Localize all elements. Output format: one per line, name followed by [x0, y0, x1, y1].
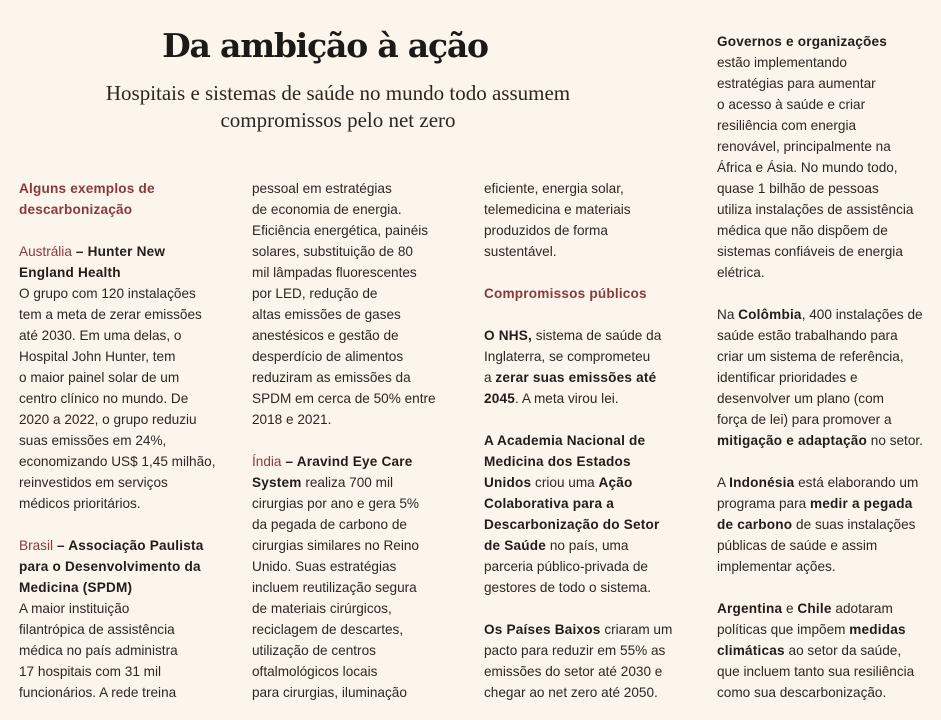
body-line	[717, 472, 923, 493]
body-line	[717, 31, 923, 52]
body-line: mil lâmpadas fluorescentes	[252, 265, 417, 280]
body-line: solares, substituição de 80	[252, 244, 413, 259]
body-line: médicos prioritários.	[19, 496, 141, 511]
body-line	[484, 514, 672, 535]
body-line: pessoal em estratégias	[252, 181, 392, 196]
body-line: filantrópica de assistência	[19, 622, 175, 637]
body-line: estratégias para aumentar	[717, 76, 876, 91]
org-name: Unidos	[484, 475, 532, 490]
highlight-text: Ação	[598, 475, 633, 490]
body-line: saúde estão trabalhando para	[717, 328, 898, 343]
body-text: de suas instalações	[792, 517, 916, 532]
body-text: políticas que impõem	[717, 622, 850, 637]
section-heading-public-commitments: Compromissos públicos	[484, 286, 647, 301]
body-line	[717, 598, 923, 619]
body-line	[484, 388, 672, 409]
body-line: funcionários. A rede treina	[19, 685, 177, 700]
body-text: no país, uma	[546, 538, 629, 553]
highlight-text: medir a pegada	[809, 496, 913, 511]
example-india	[252, 451, 436, 703]
body-text: ao setor da saúde,	[784, 643, 902, 658]
body-line	[717, 304, 923, 325]
commitment-netherlands	[484, 619, 672, 703]
body-line: A maior instituição	[19, 601, 130, 616]
body-line: o maior painel solar de um	[19, 370, 180, 385]
body-line: o acesso à saúde e criar	[717, 97, 866, 112]
dash: –	[53, 538, 69, 553]
body-text: A	[717, 475, 730, 490]
dash: –	[281, 454, 297, 469]
column-3	[484, 178, 672, 703]
body-line: reduziram as emissões da	[252, 370, 411, 385]
body-line: pacto para reduzir em 55% as	[484, 643, 666, 658]
commitment-us-academy	[484, 430, 672, 598]
body-line: elétrica.	[717, 265, 765, 280]
body-line: 2018 e 2021.	[252, 412, 332, 427]
body-line: O grupo com 120 instalações	[19, 286, 196, 301]
body-text: a	[484, 370, 496, 385]
body-line: por LED, redução de	[252, 286, 378, 301]
body-line: de economia de energia.	[252, 202, 402, 217]
org-name: A Academia Nacional de	[484, 433, 646, 448]
body-line	[484, 430, 672, 451]
example-brasil	[19, 535, 215, 703]
body-line	[484, 367, 672, 388]
country-name: Indonésia	[729, 475, 795, 490]
paragraph-colombia	[717, 304, 923, 451]
column-4	[717, 31, 923, 703]
body-text: adotaram	[831, 601, 893, 616]
body-text: no setor.	[867, 433, 923, 448]
highlight-text: 2045	[484, 391, 516, 406]
highlight-text: de Saúde	[484, 538, 547, 553]
body-line: para cirurgias, iluminação	[252, 685, 407, 700]
body-line: criar um sistema de referência,	[717, 349, 904, 364]
body-line: utilização de centros	[252, 643, 376, 658]
body-line	[484, 619, 672, 640]
body-line: África e Ásia. No mundo todo,	[717, 160, 898, 175]
highlight-text: zerar suas emissões até	[495, 370, 657, 385]
body-line: médica no país administra	[19, 643, 178, 658]
body-line	[717, 640, 923, 661]
body-text: criou uma	[531, 475, 599, 490]
section-heading-decarbonization: descarbonização	[19, 202, 133, 217]
body-line: telemedicina e materiais	[484, 202, 631, 217]
body-line: renovável, principalmente na	[717, 139, 891, 154]
body-text: realiza 700 mil	[301, 475, 393, 490]
example-australia	[19, 241, 215, 514]
example-heading	[19, 241, 215, 262]
org-name: Os Países Baixos	[484, 622, 601, 637]
body-line: cirurgias similares no Reino	[252, 538, 419, 553]
body-line: anestésicos e gestão de	[252, 328, 399, 343]
subtitle-line: Hospitais e sistemas de saúde no mundo todo assumem	[105, 81, 571, 105]
body-text: , 400 instalações de	[801, 307, 923, 322]
subtitle-line: compromissos pelo net zero	[220, 108, 456, 132]
body-line: economizando US$ 1,45 milhão,	[19, 454, 216, 469]
dash: –	[71, 244, 88, 259]
example-heading	[19, 262, 215, 283]
body-line	[484, 451, 672, 472]
body-line: até 2030. Em uma delas, o	[19, 328, 182, 343]
body-text: criaram um	[600, 622, 673, 637]
highlight-text: medidas	[849, 622, 906, 637]
body-line: suas emissões em 24%,	[19, 433, 167, 448]
body-line: que incluem tanto sua resiliência	[717, 664, 915, 679]
body-line: altas emissões de gases	[252, 307, 401, 322]
highlight-text: mitigação e adaptação	[717, 433, 868, 448]
commitment-nhs	[484, 325, 672, 409]
highlight-text: de carbono	[717, 517, 793, 532]
country-name: Índia	[252, 454, 282, 469]
section-heading-decarbonization: Alguns exemplos de	[19, 181, 155, 196]
body-line: reciclagem de descartes,	[252, 622, 404, 637]
body-text: programa para	[717, 496, 810, 511]
body-line: públicas de saúde e assim	[717, 538, 878, 553]
body-line	[717, 493, 923, 514]
body-text: e	[782, 601, 798, 616]
body-line: 2020 a 2022, o grupo reduziu	[19, 412, 197, 427]
org-name: Aravind Eye Care	[296, 454, 413, 469]
body-line	[484, 472, 672, 493]
body-line	[484, 325, 672, 346]
org-name: Hunter New	[87, 244, 166, 259]
body-line: tem a meta de zerar emissões	[19, 307, 202, 322]
example-heading	[19, 556, 215, 577]
body-line: SPDM em cerca de 50% entre	[252, 391, 436, 406]
body-line: quase 1 bilhão de pessoas	[717, 181, 879, 196]
body-line: parceria público-privada de	[484, 559, 648, 574]
body-line: Hospital John Hunter, tem	[19, 349, 176, 364]
org-name: O NHS,	[484, 328, 533, 343]
highlight-text: Governos e organizações	[717, 34, 888, 49]
body-line	[717, 514, 923, 535]
highlight-text: Descarbonização do Setor	[484, 517, 660, 532]
org-name: Associação Paulista	[68, 538, 204, 553]
paragraph-governments	[717, 31, 923, 283]
body-line: cirurgias por ano e gera 5%	[252, 496, 419, 511]
body-line: centro clínico no mundo. De	[19, 391, 189, 406]
country-name: Brasil	[19, 538, 53, 553]
example-heading	[19, 577, 215, 598]
column-1	[19, 178, 215, 703]
example-heading	[252, 451, 436, 472]
body-text: Na	[717, 307, 739, 322]
country-name: Argentina	[717, 601, 783, 616]
org-name: England Health	[19, 265, 121, 280]
body-line: da pegada de carbono de	[252, 517, 407, 532]
body-line: estão implementando	[717, 55, 847, 70]
paragraph-indonesia	[717, 472, 923, 577]
body-line: Eficiência energética, painéis	[252, 223, 429, 238]
body-line: identificar prioridades e	[717, 370, 858, 385]
body-line: eficiente, energia solar,	[484, 181, 624, 196]
body-line: chegar ao net zero até 2050.	[484, 685, 658, 700]
body-text: está elaborando um	[794, 475, 919, 490]
page-subtitle	[0, 80, 676, 134]
country-name: Colômbia	[738, 307, 802, 322]
example-heading	[19, 535, 215, 556]
country-name: Austrália	[19, 244, 72, 259]
body-line: de materiais cirúrgicos,	[252, 601, 392, 616]
org-name: Medicina dos Estados	[484, 454, 631, 469]
body-line: 17 hospitais com 31 mil	[19, 664, 162, 679]
body-line	[717, 619, 923, 640]
body-line: desperdício de alimentos	[252, 349, 404, 364]
body-line: sistemas confiáveis de energia	[717, 244, 903, 259]
body-line: desenvolver um plano (com	[717, 391, 884, 406]
body-line: utiliza instalações de assistência	[717, 202, 914, 217]
highlight-text: climáticas	[717, 643, 785, 658]
body-line: sustentável.	[484, 244, 557, 259]
body-line: incluem reutilização segura	[252, 580, 417, 595]
body-line: como sua descarbonização.	[717, 685, 887, 700]
body-line: oftalmológicos locais	[252, 664, 378, 679]
org-name: Medicina (SPDM)	[19, 580, 133, 595]
paragraph-argentina-chile	[717, 598, 923, 703]
column-2	[252, 178, 436, 703]
example-heading	[252, 472, 436, 493]
page-title: Da ambição à ação	[162, 26, 488, 65]
country-name: Chile	[797, 601, 832, 616]
body-line: Inglaterra, se comprometeu	[484, 349, 651, 364]
body-line: reinvestidos em serviços	[19, 475, 168, 490]
example-india-continued	[484, 178, 672, 262]
example-brasil-continued	[252, 178, 436, 430]
body-line	[484, 535, 672, 556]
org-name: para o Desenvolvimento da	[19, 559, 201, 574]
body-line: resiliência com energia	[717, 118, 857, 133]
body-line: emissões do setor até 2030 e	[484, 664, 663, 679]
body-line: produzidos de forma	[484, 223, 608, 238]
body-line: força de lei) para promover a	[717, 412, 892, 427]
body-text: sistema de saúde da	[532, 328, 662, 343]
org-name: System	[252, 475, 302, 490]
body-line: Unido. Suas estratégias	[252, 559, 397, 574]
body-line	[484, 493, 672, 514]
body-line: gestores de todo o sistema.	[484, 580, 651, 595]
body-line	[717, 430, 923, 451]
body-line: implementar ações.	[717, 559, 836, 574]
body-line: médica que não dispõem de	[717, 223, 888, 238]
body-text: . A meta virou lei.	[515, 391, 619, 406]
highlight-text: Colaborativa para a	[484, 496, 614, 511]
